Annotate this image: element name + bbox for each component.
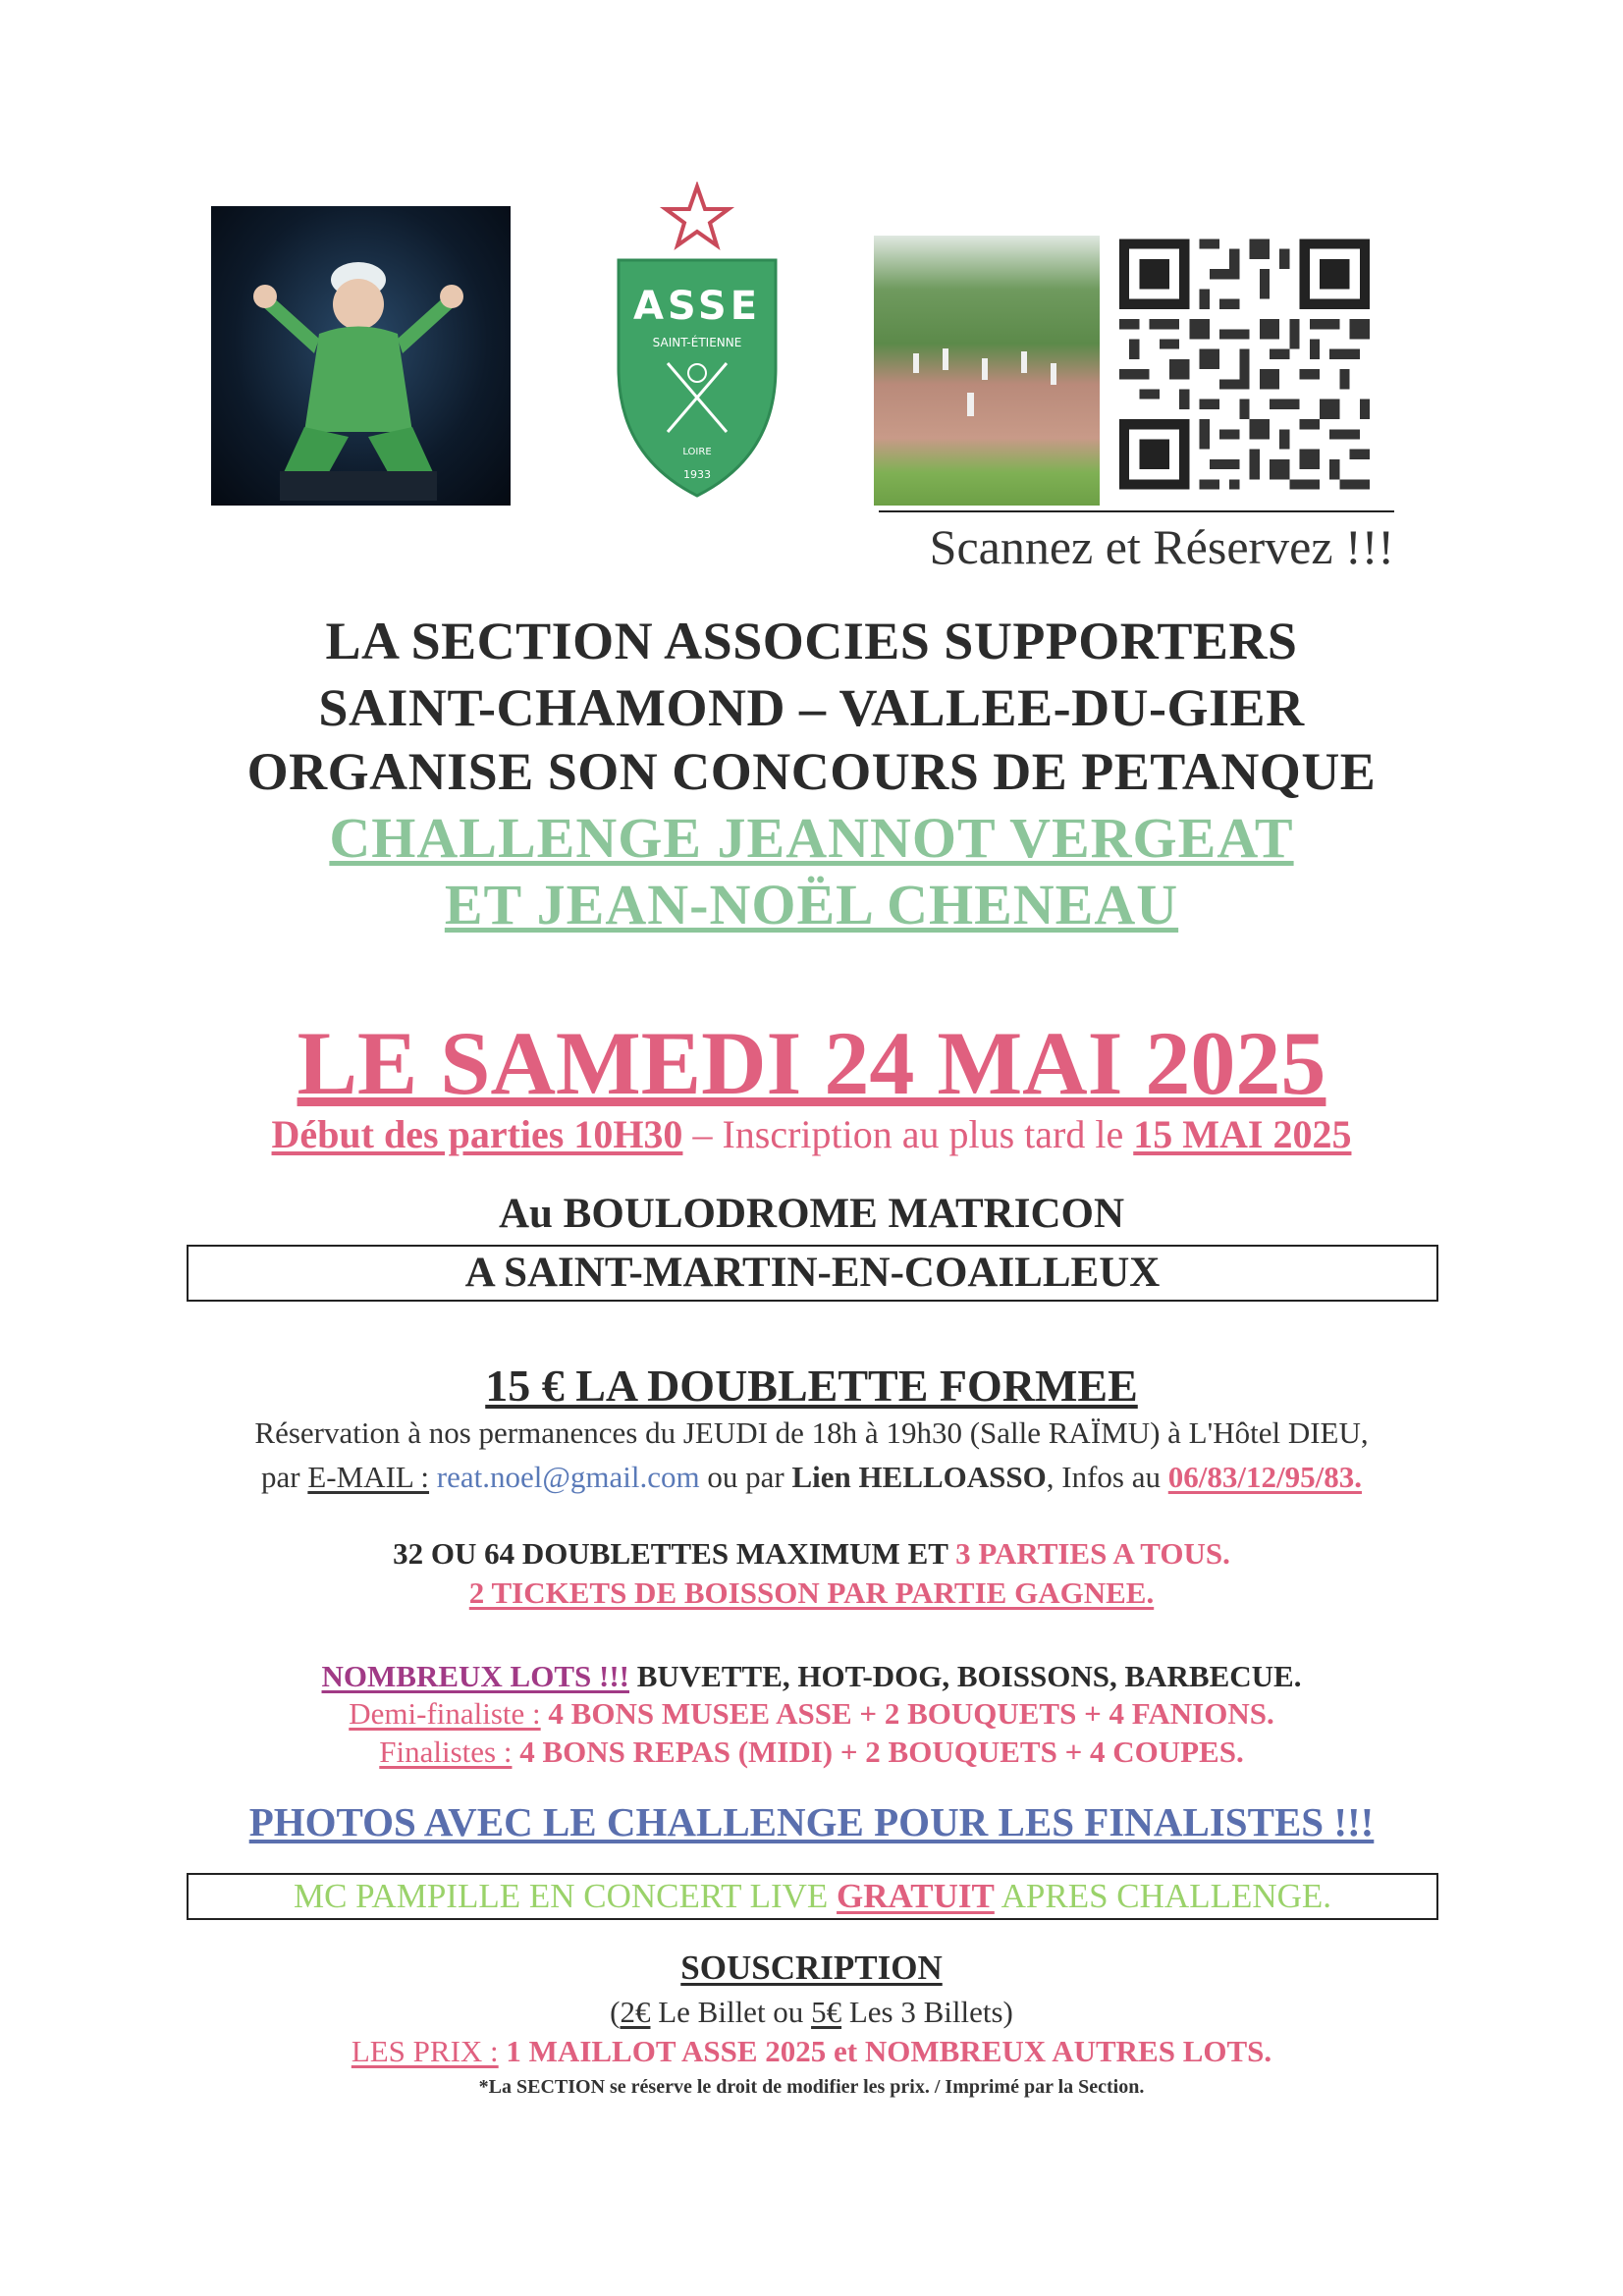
- players-icon: [874, 236, 1100, 506]
- challenge-line-2: ET JEAN-NOËL CHENEAU: [444, 873, 1179, 936]
- venue-line-1: Au BOULODROME MATRICON: [498, 1191, 1125, 1237]
- heading-line-3: ORGANISE SON CONCOURS DE PETANQUE: [246, 742, 1377, 801]
- infos-text: , Infos au: [1046, 1460, 1168, 1494]
- lots-label: NOMBREUX LOTS !!!: [321, 1659, 629, 1693]
- concert-free: GRATUIT: [837, 1877, 995, 1915]
- price: 15 € LA DOUBLETTE FORMEE: [485, 1361, 1138, 1411]
- doublettes-max: 32 OU 64 DOUBLETTES MAXIMUM ET: [393, 1536, 956, 1571]
- helloasso-link[interactable]: Lien HELLOASSO: [791, 1460, 1047, 1494]
- semi-final-line: [0, 1696, 1623, 1732]
- final-label: Finalistes :: [379, 1735, 513, 1769]
- star-icon: [666, 187, 729, 245]
- concert-text: MC PAMPILLE EN CONCERT LIVE: [293, 1877, 838, 1915]
- disclaimer-note: *La SECTION se réserve le droit de modifier les prix. / Imprimé par la Section.: [478, 2076, 1145, 2098]
- heading-line-1: LA SECTION ASSOCIES SUPPORTERS: [325, 612, 1298, 670]
- semi-final-label: Demi-finaliste :: [349, 1696, 541, 1731]
- lots-line-1: [0, 1659, 1623, 1694]
- venue-line-2: A SAINT-MARTIN-EN-COAILLEUX: [464, 1250, 1161, 1296]
- challenge-line-1: CHALLENGE JEANNOT VERGEAT: [329, 806, 1294, 870]
- par-text: par: [261, 1460, 308, 1494]
- price-three-text: Les 3 Billets): [841, 1995, 1013, 2029]
- asse-crest: [604, 182, 790, 506]
- reservation-line-2: [0, 1460, 1623, 1495]
- start-mid: – Inscription au plus tard le: [682, 1112, 1134, 1156]
- lots-rest: BUVETTE, HOT-DOG, BOISSONS, BARBECUE.: [628, 1659, 1302, 1693]
- svg-text:1933: 1933: [683, 468, 711, 481]
- semi-final-prizes: 4 BONS MUSEE ASSE + 2 BOUQUETS + 4 FANIONS.: [540, 1696, 1274, 1731]
- registration-deadline: 15 MAI 2025: [1133, 1112, 1352, 1156]
- price-one-text: Le Billet ou: [650, 1995, 812, 2029]
- qr-code-icon: [1119, 236, 1370, 493]
- svg-text:ASSE: ASSE: [632, 284, 762, 329]
- doublettes-line-1: [0, 1536, 1623, 1572]
- photos-line: PHOTOS AVEC LE CHALLENGE POUR LES FINALISTES !!!: [248, 1799, 1375, 1844]
- prizes-text: 1 MAILLOT ASSE 2025 et NOMBREUX AUTRES LOTS.: [498, 2034, 1272, 2068]
- email-label: E-MAIL :: [307, 1460, 430, 1494]
- heading-line-2: SAINT-CHAMOND – VALLEE-DU-GIER: [318, 678, 1305, 737]
- venue-box: [187, 1245, 1438, 1302]
- qr-underline: [879, 510, 1394, 512]
- price-three-tickets: 5€: [811, 1995, 842, 2029]
- reservation-line-1: Réservation à nos permanences du JEUDI de 18h à 19h30 (Salle RAÏMU) à L'Hôtel DIEU,: [254, 1415, 1369, 1450]
- souscription-title: SOUSCRIPTION: [680, 1949, 943, 1987]
- parties-a-tous: 3 PARTIES A TOUS.: [955, 1536, 1230, 1571]
- doublettes-line-2: 2 TICKETS DE BOISSON PAR PARTIE GAGNEE.: [468, 1575, 1155, 1610]
- paren-open: (: [610, 1995, 621, 2029]
- qr-code[interactable]: [1119, 236, 1370, 493]
- petanque-photo: [874, 236, 1100, 506]
- price-one-ticket: 2€: [620, 1995, 651, 2029]
- scan-text: Scannez et Réservez !!!: [929, 519, 1394, 574]
- prizes-line: [0, 2034, 1623, 2069]
- concert-box: [187, 1873, 1438, 1920]
- start-line: [0, 1111, 1623, 1157]
- final-line: [0, 1735, 1623, 1770]
- phone-number: 06/83/12/95/83.: [1167, 1460, 1362, 1494]
- performer-figure-icon: [211, 206, 511, 506]
- event-date: LE SAMEDI 24 MAI 2025: [297, 1013, 1326, 1113]
- souscription-prices: [0, 1995, 1623, 2030]
- svg-text:SAINT-ÉTIENNE: SAINT-ÉTIENNE: [652, 336, 742, 349]
- prizes-label: LES PRIX :: [351, 2034, 499, 2068]
- final-prizes: 4 BONS REPAS (MIDI) + 2 BOUQUETS + 4 COUPES.: [512, 1735, 1244, 1769]
- performer-photo: [211, 206, 511, 506]
- start-time: Début des parties 10H30: [271, 1112, 683, 1156]
- email-link[interactable]: reat.noel@gmail.com: [429, 1460, 700, 1494]
- or-by-text: ou par: [699, 1460, 792, 1494]
- svg-text:LOIRE: LOIRE: [682, 447, 712, 457]
- concert-after: APRES CHALLENGE.: [994, 1877, 1332, 1915]
